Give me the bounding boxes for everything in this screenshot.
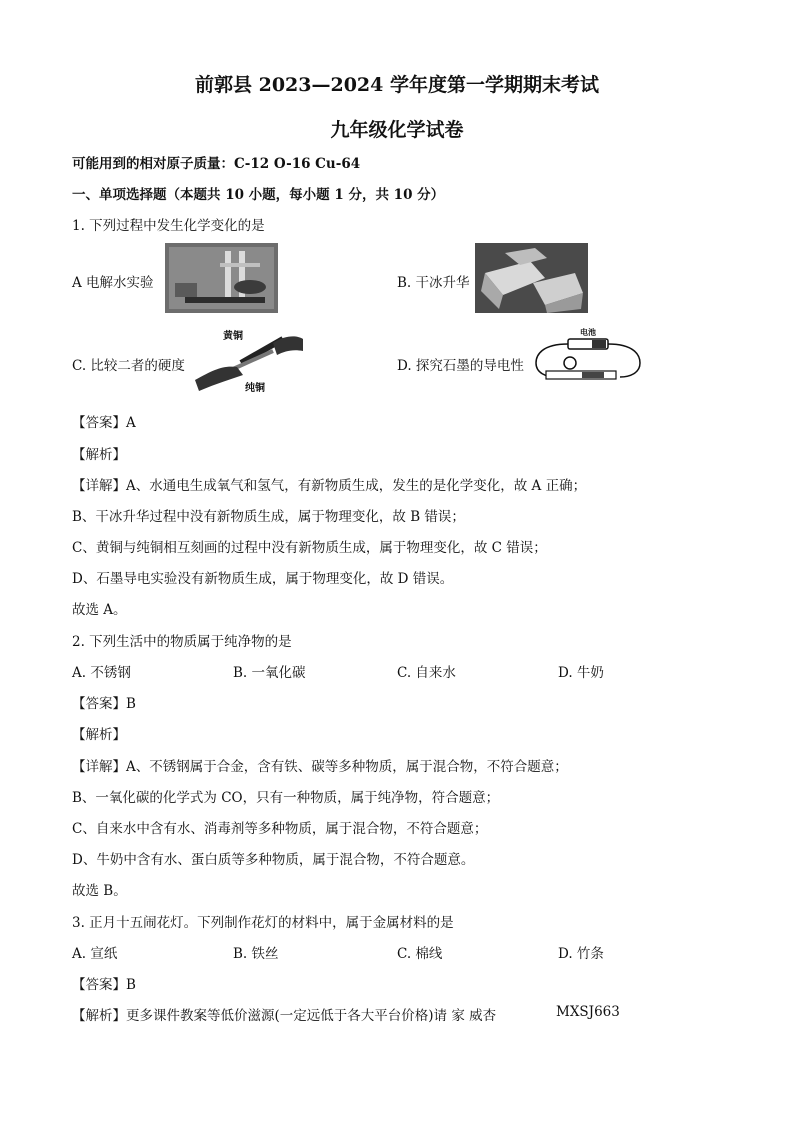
q1-detail-line: B、干冰升华过程中没有新物质生成，属于物理变化，故 B 错误； (72, 509, 465, 525)
exam-subtitle: 九年级化学试卷 (330, 119, 464, 141)
pure-copper-label: 纯铜 (245, 383, 265, 394)
q2-answer: 【答案】B (72, 696, 136, 712)
q1-option-b: B. 干冰升华 (397, 275, 470, 291)
q1-option-a: A 电解水实验 (72, 275, 154, 291)
promo-code: MXSJ663 (556, 1004, 620, 1020)
q2-option-c: C. 自来水 (397, 665, 456, 681)
battery-label: 电池 (580, 328, 596, 337)
q1-detail-line: 【详解】A、水通电生成氧气和氢气，有新物质生成，发生的是化学变化，故 A 正确； (72, 478, 587, 494)
q3-analysis-line (72, 1004, 496, 1024)
q2-detail-line: D、牛奶中含有水、蛋白质等多种物质，属于混合物，不符合题意。 (72, 852, 475, 868)
q3-option-c: C. 棉线 (397, 946, 443, 962)
q1-conclusion: 故选 A。 (72, 602, 127, 618)
q2-stem: 2. 下列生活中的物质属于纯净物的是 (72, 634, 292, 650)
brass-label: 黄铜 (223, 331, 243, 342)
q2-option-a: A. 不锈钢 (72, 665, 131, 681)
q3-analysis-text: 更多课件教案等低价滋源(一定远低于各大平台价格)请 家 威杏 (126, 1008, 497, 1024)
q2-option-d: D. 牛奶 (558, 665, 604, 681)
graphite-circuit-image (532, 325, 644, 385)
q1-analysis-label: 【解析】 (72, 447, 126, 463)
q1-answer: 【答案】A (72, 415, 136, 431)
q1-detail-line: D、石墨导电实验没有新物质生成，属于物理变化，故 D 错误。 (72, 571, 454, 587)
q3-option-b: B. 铁丝 (233, 946, 279, 962)
q2-detail-line: B、一氧化碳的化学式为 CO，只有一种物质，属于纯净物，符合题意； (72, 790, 500, 806)
q3-option-a: A. 宣纸 (72, 946, 118, 962)
atomic-mass-note: 可能用到的相对原子质量：C-12 O-16 Cu-64 (72, 156, 361, 172)
q3-answer: 【答案】B (72, 977, 136, 993)
q1-detail-line: C、黄铜与纯铜相互刻画的过程中没有新物质生成，属于物理变化，故 C 错误； (72, 540, 547, 556)
exam-title: 前郭县 2023—2024 学年度第一学期期末考试 (195, 74, 599, 96)
section-heading: 一、单项选择题（本题共 10 小题，每小题 1 分，共 10 分） (72, 187, 445, 203)
q3-stem: 3. 正月十五闹花灯。下列制作花灯的材料中，属于金属材料的是 (72, 915, 454, 931)
dry-ice-image (475, 243, 588, 313)
q2-conclusion: 故选 B。 (72, 883, 127, 899)
brass-copper-image (193, 325, 305, 395)
q2-analysis-label: 【解析】 (72, 727, 126, 743)
q2-detail-line: C、自来水中含有水、消毒剂等多种物质，属于混合物，不符合题意； (72, 821, 488, 837)
electrolysis-image (165, 243, 278, 313)
q1-option-d: D. 探究石墨的导电性 (397, 358, 524, 374)
q1-option-c: C. 比较二者的硬度 (72, 358, 185, 374)
q3-option-d: D. 竹条 (558, 946, 604, 962)
q2-option-b: B. 一氧化碳 (233, 665, 306, 681)
q2-detail-line: 【详解】A、不锈钢属于合金，含有铁、碳等多种物质，属于混合物，不符合题意； (72, 759, 568, 775)
q1-stem: 1. 下列过程中发生化学变化的是 (72, 218, 265, 234)
q3-analysis-label: 【解析】 (72, 1008, 126, 1024)
